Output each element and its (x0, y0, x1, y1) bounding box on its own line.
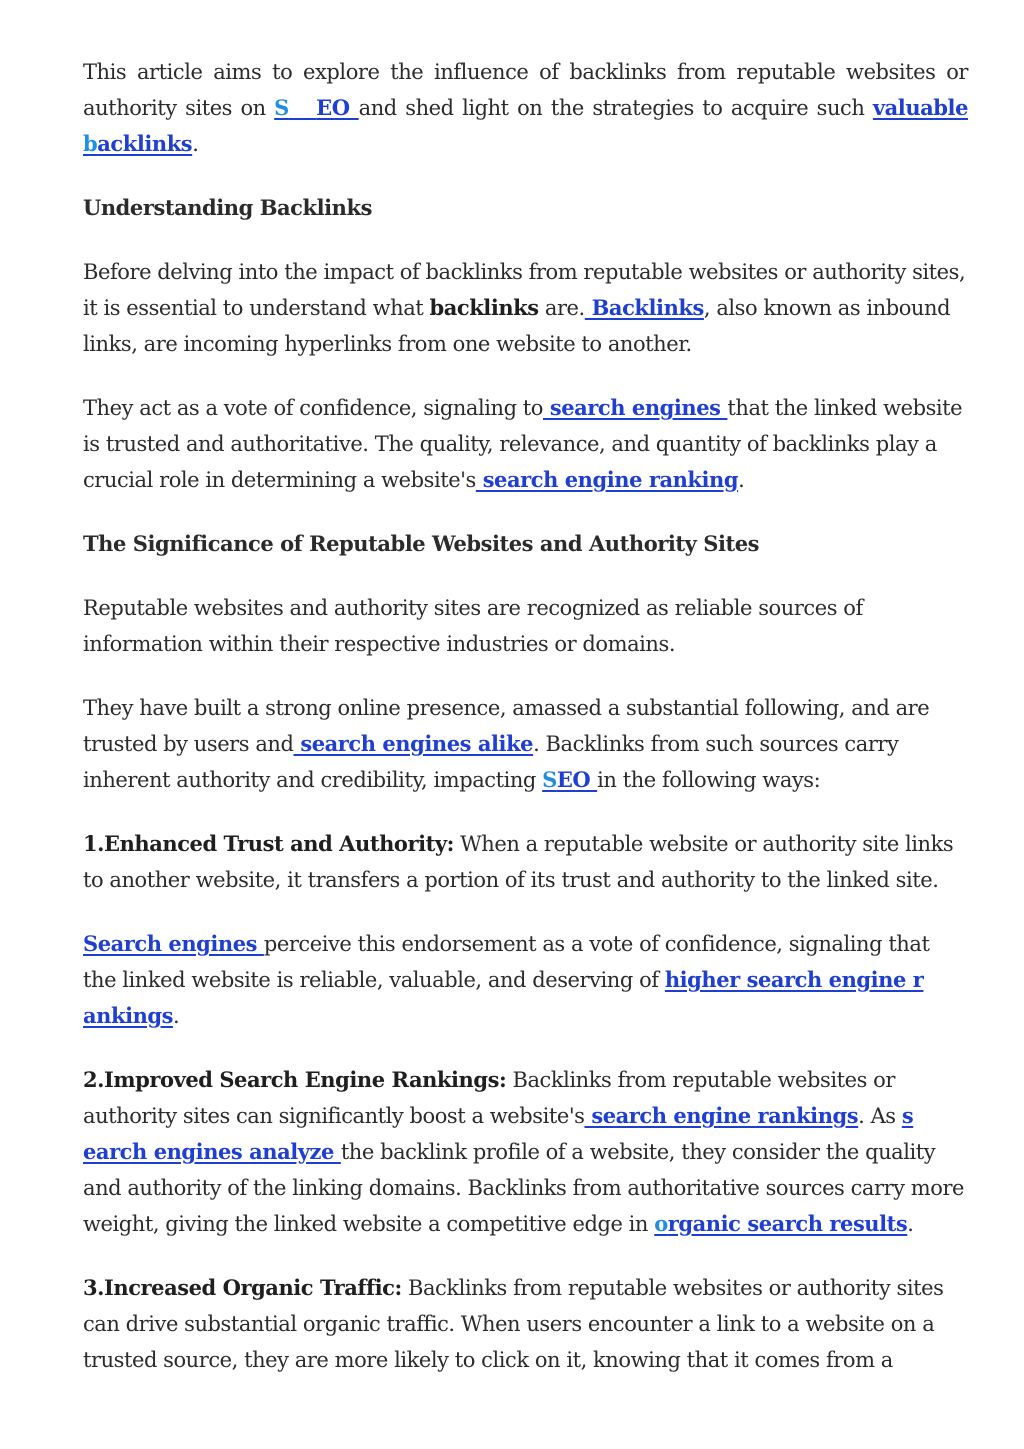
text: They act as a vote of confidence, signaling to (83, 396, 543, 420)
text: in the following ways: (597, 768, 821, 792)
backlinks-link-2[interactable]: Backlinks (584, 295, 704, 320)
link-letter: b (83, 131, 98, 156)
organic-search-results-link[interactable] (654, 1211, 907, 1236)
seo-link-2[interactable] (542, 767, 597, 792)
paragraph-improved-rankings (83, 1062, 968, 1242)
paragraph-online-presence (83, 690, 968, 798)
text: are. (538, 296, 585, 320)
text: When a reputable website or authority site links to another website, it transfers a portion of its trust and authority to the linked site. (83, 832, 954, 892)
link-text: EO (316, 95, 359, 120)
text: They have built a strong online presence, amassed a substantial following, and are trusted by users and (83, 696, 930, 756)
link-text: acklinks (97, 131, 193, 156)
bold-term: 1.Enhanced Trust and Authority: (83, 831, 454, 856)
text: . (192, 132, 199, 156)
text: the backlink profile of a website, they consider the quality and authority of the linking domains. Backlinks from authoritative sources carry more weight, giving the linked website a competitive edge in (83, 1140, 965, 1236)
backlinks-link[interactable] (83, 131, 192, 156)
paragraph-vote-of-confidence (83, 390, 968, 498)
text: perceive this endorsement as a vote of confidence, signaling that the linked website is reliable, valuable, and deserving of (83, 932, 930, 992)
paragraph-enhanced-trust (83, 826, 968, 898)
heading-significance: The Significance of Reputable Websites and Authority Sites (83, 531, 760, 556)
text: Backlinks from reputable websites or authority sites can drive substantial organic traffic. When users encounter a link to a website on a trusted source, they are more likely to click on it, knowing that it comes from a (83, 1276, 944, 1372)
bold-term: backlinks (429, 295, 539, 320)
text: . (738, 468, 745, 492)
search-engine-ranking-link[interactable]: search engine ranking (475, 467, 739, 492)
text: This article aims to explore the influence of backlinks from reputable websites or authority sites on (83, 60, 968, 120)
paragraph-reputable-websites: Reputable websites and authority sites are recognized as reliable sources of information within their respective industries or domains. (83, 596, 863, 656)
text: Before delving into the impact of backlinks from reputable websites or authority sites, it is essential to understand what (83, 260, 966, 320)
paragraph-organic-traffic (83, 1270, 968, 1378)
search-engines-analyze-link[interactable]: s earch engines analyze (83, 1103, 914, 1164)
higher-search-engine-rankings-link[interactable]: higher search engine r ankings (83, 967, 924, 1028)
bold-term: 3.Increased Organic Traffic: (83, 1275, 402, 1300)
heading-understanding-backlinks: Understanding Backlinks (83, 195, 372, 220)
search-engines-link-2[interactable]: Search engines (83, 931, 264, 956)
valuable-link[interactable]: valuable (872, 95, 968, 120)
seo-link[interactable] (274, 95, 358, 120)
link-text: rganic search results (667, 1211, 908, 1236)
link-letter: S (274, 95, 289, 120)
text: and shed light on the strategies to acquire such (358, 96, 873, 120)
article-body (83, 54, 968, 1378)
text: Backlinks from reputable websites or authority sites can significantly boost a website's (83, 1068, 895, 1128)
link-text: EO (556, 767, 598, 792)
search-engines-alike-link[interactable]: search engines alike (293, 731, 534, 756)
text: . (907, 1212, 914, 1236)
text: . Backlinks from such sources carry inherent authority and credibility, impacting (83, 732, 899, 792)
text: . As (858, 1104, 902, 1128)
text: that the linked website is trusted and authoritative. The quality, relevance, and quantity of backlinks play a crucial role in determining a website's (83, 396, 963, 492)
paragraph-endorsement (83, 926, 968, 1034)
bold-term: 2.Improved Search Engine Rankings: (83, 1067, 507, 1092)
text: , also known as inbound links, are incoming hyperlinks from one website to another. (83, 296, 951, 356)
search-engines-link[interactable]: search engines (543, 395, 728, 420)
paragraph-backlinks-definition (83, 254, 968, 362)
intro-paragraph (83, 54, 968, 162)
link-letter: S (542, 767, 557, 792)
search-engine-rankings-link[interactable]: search engine rankings (584, 1103, 859, 1128)
link-letter: o (654, 1211, 668, 1236)
text: . (173, 1004, 180, 1028)
